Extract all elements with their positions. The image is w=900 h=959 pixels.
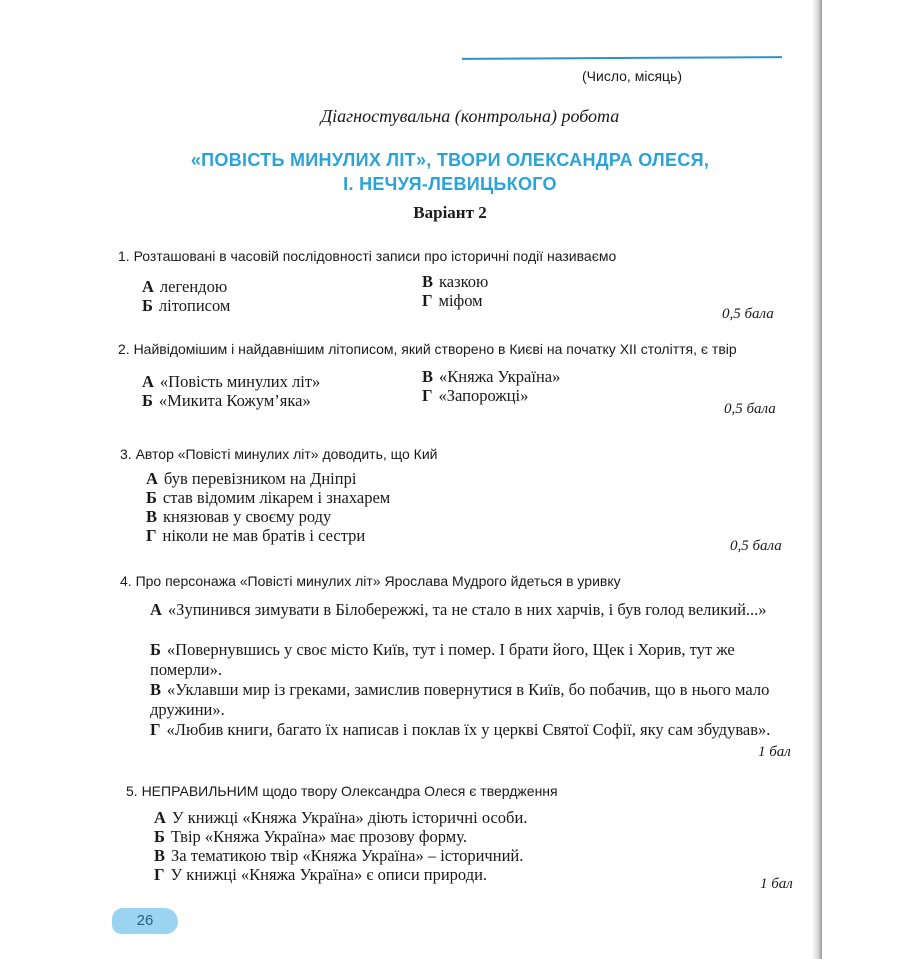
option-4v: В «Уклавши мир із греками, замислив повернутися в Київ, бо побачив, що в нього мало дружини». (150, 680, 770, 719)
points-4: 1 бал (758, 744, 791, 760)
points-2: 0,5 бала (724, 401, 776, 417)
option-3g: Г ніколи не мав братів і сестри (146, 526, 366, 545)
date-line (462, 56, 782, 60)
option-1b: Б літописом (142, 296, 231, 315)
option-1a: А легендою (142, 277, 228, 296)
option-3a: А був перевізником на Дніпрі (146, 469, 357, 488)
option-4a: А «Зупинився зимувати в Білобережжі, та не стало в них харчів, і був голод великий...» (150, 600, 767, 619)
option-3b: Б став відомим лікарем і знахарем (146, 488, 391, 507)
option-4g: Г «Любив книги, багато їх написав і поклав їх у церкві Святої Софії, яку сам збудував». (150, 720, 771, 739)
option-2g: Г «Запорожці» (422, 386, 529, 405)
main-title-line1: «ПОВІСТЬ МИНУЛИХ ЛІТ», ТВОРИ ОЛЕКСАНДРА ОЛЕСЯ, (190, 150, 710, 170)
page-number: 26 (112, 908, 178, 934)
option-1v: В казкою (422, 272, 489, 291)
question-1: 1. Розташовані в часовій послідовності записи про історичні події називаємо (118, 248, 617, 264)
work-title: Діагностувальна (контрольна) робота (320, 106, 620, 126)
page-margin (822, 0, 900, 959)
question-2: 2. Найвідомішим і найдавнішим літописом, який створено в Києві на початку XII століття, є твір (118, 341, 737, 357)
option-2b: Б «Микита Кожум’яка» (142, 391, 311, 410)
option-5v: В За тематикою твір «Княжа Україна» – історичний. (154, 846, 524, 865)
points-5: 1 бал (760, 876, 793, 892)
option-3v: В князював у своєму роду (146, 507, 332, 526)
main-title-line2: І. НЕЧУЯ-ЛЕВИЦЬКОГО (343, 174, 557, 194)
date-caption: (Число, місяць) (582, 68, 682, 84)
option-5a: А У книжці «Княжа Україна» діють історичні особи. (154, 808, 528, 827)
option-2v: В «Княжа Україна» (422, 367, 561, 386)
question-3: 3. Автор «Повісті минулих літ» доводить, що Кий (120, 446, 438, 462)
variant-label: Варіант 2 (413, 203, 487, 222)
option-5g: Г У книжці «Княжа Україна» є описи природи. (154, 865, 488, 884)
option-2a: А «Повість минулих літ» (142, 372, 321, 391)
main-title (130, 148, 770, 196)
points-3: 0,5 бала (730, 538, 782, 554)
option-4b: Б «Повернувшись у своє місто Київ, тут і помер. І брати його, Щек і Хорив, тут же померли». (150, 640, 735, 679)
question-4: 4. Про персонажа «Повісті минулих літ» Ярослава Мудрого йдеться в уривку (120, 573, 621, 589)
option-1g: Г міфом (422, 291, 483, 310)
points-1: 0,5 бала (722, 306, 774, 322)
page-edge-shadow (812, 0, 822, 959)
option-5b: Б Твір «Княжа Україна» має прозову форму. (154, 827, 467, 846)
question-5: 5. НЕПРАВИЛЬНИМ щодо твору Олександра Олеся є твердження (126, 783, 558, 799)
